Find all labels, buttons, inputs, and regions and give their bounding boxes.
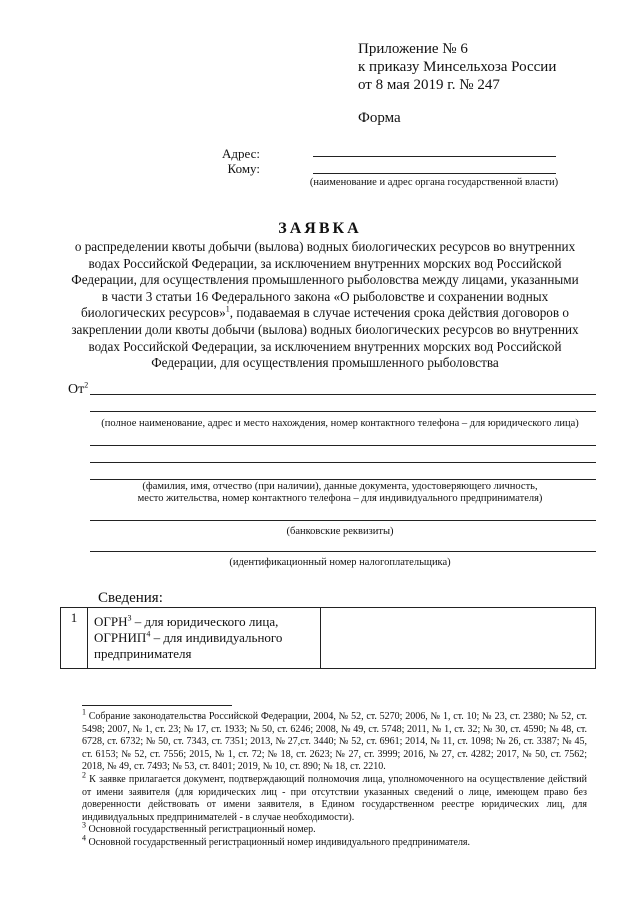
row-value-field[interactable] [321, 608, 596, 669]
section-label: Сведения: [98, 590, 163, 606]
footnote-ref-2: 2 [84, 380, 89, 390]
footnotes [82, 707, 587, 850]
info-table [60, 607, 596, 669]
subtitle-part-2: , подаваемая в случае истечения срока действия договоров о закреплении доли квоты добычи (вылова) водных биологических ресурсов во внутренних водах Российской Федерации, за исключением внутренних морских вод Российской Федерации, для осуществления промышленного рыболовства [71, 305, 579, 371]
address-field-line[interactable] [313, 156, 556, 157]
document-subtitle [70, 239, 580, 372]
footnote-4: $^4$ Основной государственный регистрационный номер индивидуального предпринимателя. [82, 833, 471, 848]
inn-line[interactable] [90, 551, 596, 552]
caption-individual-1: (фамилия, имя, отчество (при наличии), данные документа, удостоверяющего личность, [142, 481, 538, 492]
table-row [61, 608, 596, 669]
address-label: Адрес: [222, 146, 260, 161]
recipient-caption: (наименование и адрес органа государственной власти) [309, 177, 559, 188]
recipient-field-line[interactable] [313, 173, 556, 174]
footnote-ref-1: 1 [225, 304, 230, 314]
applicant-line-3[interactable] [90, 445, 596, 446]
caption-legal-entity: (полное наименование, адрес и место нахождения, номер контактного телефона – для юридического лица) [101, 418, 579, 429]
footnote-1: $^1$ Собрание законодательства Российской Федерации, 2004, № 52, ст. 5270; 2006, № 1, ст. 10; № 23, ст. 2380; № 52, ст. 5498; 2007, № 1, ст. 23; № 17, ст. 1933; № 50, ст. 6246; 2008, № 49, ст. 5748; 2011, № 1, ст. 32; № 30, ст. 4590; № 48, ст. 6728, ст. 6732; № 50, ст. 7343, ст. 7351; 2013, № 27,ст. 3440; № 52, ст. 6961; 2014, № 11, ст. 1098; № 26, ст. 3387; № 45, ст. 6153; № 52, ст. 7556; 2015, № 1, ст. 72; № 18, ст. 2623; № 27, ст. 3999; 2016, № 27, ст. 4282; 2017, № 50, ст. 7562; 2018, № 49, ст. 7493; № 53, ст. 8401; 2019, № 10, ст. 890; № 18, ст. 2210. [82, 707, 587, 773]
bank-details-line[interactable] [90, 520, 596, 521]
document-title: ЗАЯВКА [278, 220, 362, 237]
caption-inn: (идентификационный номер налогоплательщика) [229, 557, 451, 568]
recipient-labels [214, 146, 260, 176]
appendix-header [358, 40, 556, 94]
applicant-line-1[interactable] [90, 394, 596, 395]
footnote-2: $^2$ К заявке прилагается документ, подтверждающий полномочия лица, уполномоченного на осуществление действий от имени заявителя (для юридических лиц - при отсутствии указанных сведений о лице, имеющем право без доверенности действовать от имени заявителя, в Едином государственном реестре юридических лиц, для индивидуальных предпринимателей - в случае необходимости). [82, 770, 587, 823]
subtitle-part-1: о распределении квоты добычи (вылова) водных биологических ресурсов во внутренних водах Российской Федерации, за исключением внутренних морских вод Российской Федерации, для осуществления промышленного рыболовства между лицами, указанными в части 3 статьи 16 Федерального закона «О рыболовстве и сохранении водных биологических ресурсов» [71, 239, 579, 321]
caption-individual-2: место жительства, номер контактного телефона – для индивидуального предпринимателя) [137, 493, 543, 504]
appendix-line-3: от 8 мая 2019 г. № 247 [358, 77, 500, 93]
form-label: Форма [358, 110, 401, 126]
footnote-separator [82, 705, 232, 706]
footnote-3: $^3$ Основной государственный регистрационный номер. [82, 821, 316, 836]
footnote-ref-4: 4 [146, 629, 151, 639]
appendix-line-2: к приказу Минсельхоза России [358, 59, 557, 75]
row-label: ОГРН$^3$ – для юридического лица, ОГРНИП$^4$ – для индивидуального предпринимателя [88, 608, 321, 669]
row-number: 1 [61, 608, 88, 669]
applicant-line-2[interactable] [90, 411, 596, 412]
appendix-line-1: Приложение № 6 [358, 41, 468, 57]
footnote-ref-3: 3 [127, 613, 132, 623]
caption-bank: (банковские реквизиты) [286, 526, 394, 537]
to-label: Кому: [227, 161, 260, 176]
applicant-line-4[interactable] [90, 462, 596, 463]
applicant-line-5[interactable] [90, 479, 596, 480]
from-label: $От^2$ [68, 380, 89, 397]
